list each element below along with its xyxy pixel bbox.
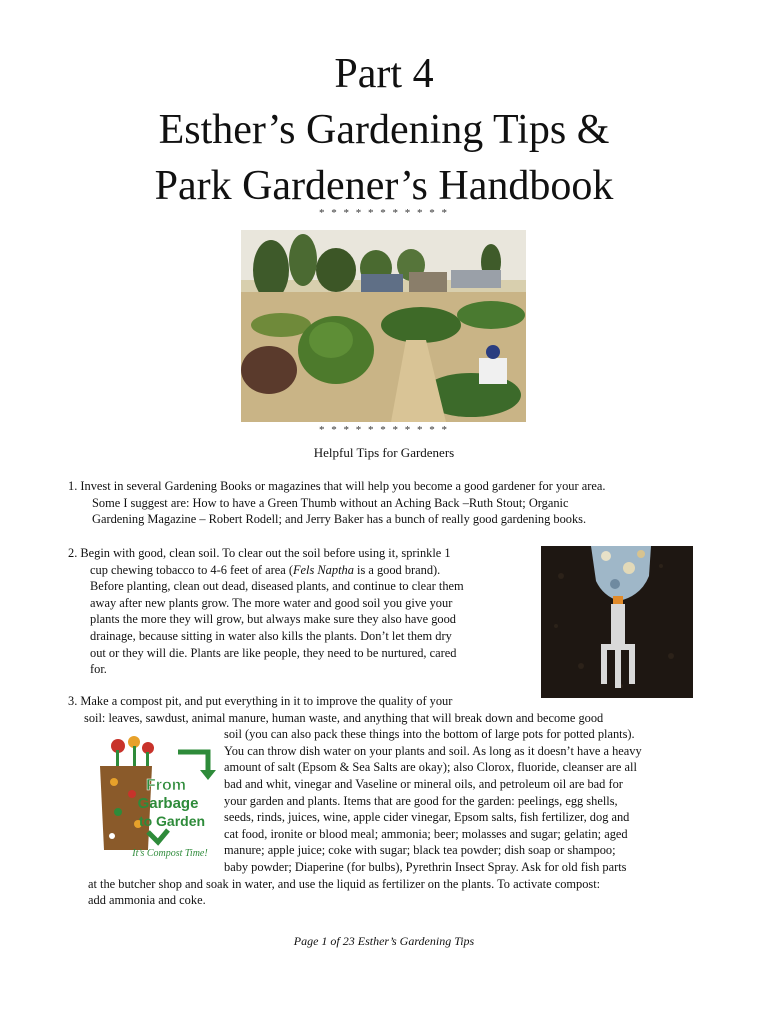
tip-3-line: manure; apple juice; coke with sugar; black tea powder; dish soap or shampoo; [224,843,616,858]
tip-2-line: plants the more they will grow, but always make sure they also have good [90,612,457,627]
tip-3-line: bad and whit, vinegar and Vaseline or mineral oils, and petroleum oil are bad for [224,776,623,791]
logo-word-garden: to Garden [138,813,206,829]
tip-2-line: out or they will die. Plants are like people, they need to be nurtured, cared [90,645,457,660]
page-footer: Page 1 of 23 Esther’s Gardening Tips [293,934,475,948]
tip-2-line: away after new plants grow. The more water and good soil you give your [90,595,453,610]
tip-2 [68,545,538,678]
bottom-divider: * * * * * * * * * * * [319,424,449,436]
product-name: Fels Naptha [292,562,354,577]
tip-3-line: amount of salt (Epsom & Sea Salts are okay); also Clorox, fluoride, cleanser are all [224,760,637,775]
tip-3-line: seeds, rinds, juices, wine, apple cider vinegar, Epsom salts, fish fertilizer, dog and [224,810,630,825]
tip-2-text: is a good brand). [353,562,441,577]
tip-2-line: for. [90,662,107,677]
document-title-line2: Park Gardener’s Handbook [154,163,614,209]
tip-3-line: soil (you can also pack these things into the bottom of large pots for potted plants). [224,727,635,742]
tip-3-line: soil: leaves, sawdust, animal manure, human waste, and anything that will break down and become good [84,710,604,725]
tip-3-line: baby powder; Diaperine (for bulbs), Pyrethrin Insect Spray. Ask for old fish parts [224,859,627,874]
logo-word-from: From [146,777,186,794]
section-subheading: Helpful Tips for Gardeners [313,445,455,460]
community-garden-photo [241,230,526,422]
tip-1-line: Gardening Magazine – Robert Rodell; and Jerry Baker has a bunch of really good gardening books. [92,512,587,527]
tip-1-line: 1. Invest in several Gardening Books or magazines that will help you become a good gardener for your area. [68,479,606,493]
tip-2-text: cup chewing tobacco to 4-6 feet of area ( [90,562,293,577]
document-title-line1: Esther’s Gardening Tips & [158,107,610,153]
compost-logo [88,732,216,864]
logo-tagline: It’s Compost Time! [132,848,208,859]
tip-3-line: 3. Make a compost pit, and put everything in it to improve the quality of your [68,694,453,708]
tip-3-line: add ammonia and coke. [88,893,206,908]
tip-2-line: drainage, because sitting in water also kills the plants. Don’t let them dry [90,628,452,643]
tip-1 [68,478,708,528]
tip-3-line: cat food, ironite or blood meal; ammonia; beer; molasses and sugar; gelatin; aged [224,826,628,841]
tip-2-line [68,562,538,579]
top-divider: * * * * * * * * * * * [319,207,449,219]
tip-3-line: your garden and plants. Items that are good for the garden: peelings, egg shells, [224,793,618,808]
garden-tool-photo [541,546,693,698]
tip-3-line: You can throw dish water on your plants and soil. As long as it doesn’t have a heavy [224,743,642,758]
tip-3-line: at the butcher shop and soak in water, and use the liquid as fertilizer on the plants. To activate compost: [88,876,601,891]
logo-word-garbage: Garbage [137,795,199,812]
tip-2-line: 2. Begin with good, clean soil. To clear out the soil before using it, sprinkle 1 [68,546,451,560]
tip-1-line: Some I suggest are: How to have a Green Thumb without an Aching Back –Ruth Stout; Organic [92,495,569,510]
tip-2-line: Before planting, clean out dead, diseased plants, and continue to clear them [90,579,464,594]
part-number-title: Part 4 [334,51,434,97]
